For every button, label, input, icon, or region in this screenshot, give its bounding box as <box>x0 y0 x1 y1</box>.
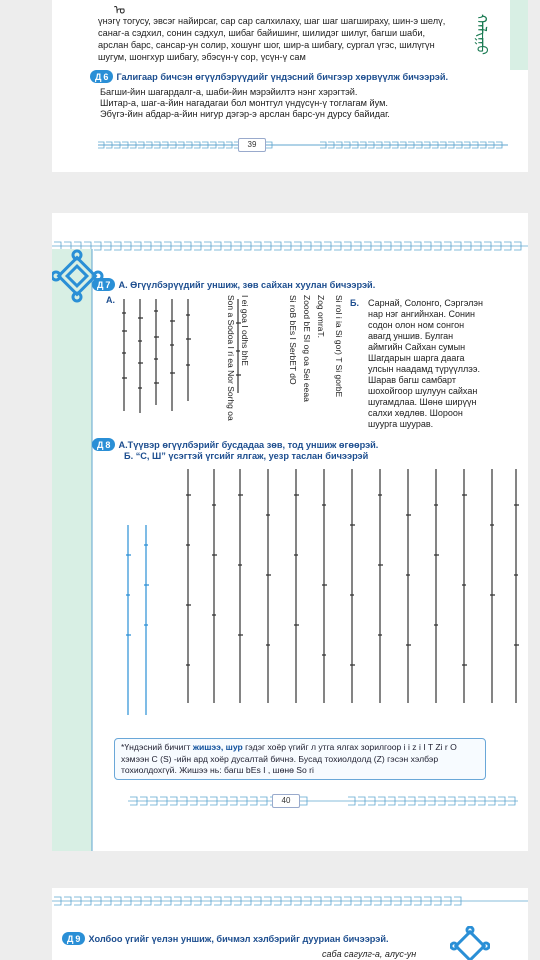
label-a: А. <box>106 295 115 305</box>
latin-col: Zoood bE SI og oa Sei eeaa <box>302 295 312 402</box>
top-border-ornament <box>52 241 528 251</box>
b-line: содон олон ном сонгон <box>368 320 465 330</box>
latin-col: Si rol i ia Si gor) T Si gorbE <box>334 295 344 398</box>
task-line: Шитар-а, шаг-а-йин нагадагаи бол монтгул үндүсүн-ү тоглагам йум. <box>100 98 388 108</box>
text-line: шугум, шонгхур шибагу, эбэсүн-ү сор, үсүн-ү сам <box>98 52 306 62</box>
task-title: Холбоо үгийг үелэн уншиж, бичмэл хэлбэрийг дууриан бичээрэй. <box>88 933 389 944</box>
b-line: салхи хөдлөв. Шороон <box>368 408 463 418</box>
task-8-header <box>92 438 378 451</box>
page-number: 40 <box>272 794 300 808</box>
task-subtitle: Б. “С, Ш” үсэгтэй үгсийг ялгаж, уезр таслан бичээрэй <box>124 451 369 461</box>
note-bold: жишээ, шур <box>192 742 243 752</box>
b-line: Шарав багш самбарт <box>368 375 456 385</box>
endless-knot-icon <box>450 926 490 960</box>
b-line: авагд уншив. Булган <box>368 331 454 341</box>
mongolian-script-exercise <box>118 465 528 725</box>
task-title: А. Өгүүлбэрүүдийг уншиж, зөв сайхан хуулан бичээрэй. <box>118 279 376 290</box>
note-text: *Үндэсний бичигт <box>121 742 193 752</box>
text-line: үнэгү тогусу, эвсэг найирсаг, сар сар салхилаху, шаг шаг шагшираху, шин-э шелү, <box>98 16 446 26</box>
b-line: шохойгоор шулуун сайхан <box>368 386 478 396</box>
task-line: Эбүгэ-йин абдар-а-йин нигур дэгэр-э арслан барс-ун дурсу байидаг. <box>100 109 390 119</box>
mongolian-glyph: ᠣ <box>114 3 126 17</box>
page-number: 39 <box>238 138 266 152</box>
latin-col: Si roB bEs I SerbET dO <box>288 295 298 385</box>
task-9-header <box>62 932 389 945</box>
task-line: Багши-йин шагардалг-а, шаби-йин мэрэйилтэ нэнг хэрэгтэй. <box>100 87 358 97</box>
endless-knot-icon <box>52 249 104 303</box>
side-ornament-panel <box>52 249 98 851</box>
b-line: улсын наадамд түрүүллээ. <box>368 364 480 374</box>
task-badge: Д 8 <box>92 438 115 451</box>
task-6-header <box>90 70 448 83</box>
label-b: Б. <box>350 298 359 308</box>
page-41 <box>52 888 528 960</box>
text-line: арслан барс, сансар-ун солир, хошунг шог, шир-а шибагу, сургал үгэс, шилүгүн <box>98 40 435 50</box>
text-line: санаг-а сэдхил, сонин сэдхул, шибаг байишинг, шилидэг шилуг, багши шаби, <box>98 28 426 38</box>
b-line: шугамдлаа. Шөнө ширүүн <box>368 397 477 407</box>
top-border-ornament <box>52 896 528 906</box>
latin-col: I ei goa I odhs bhE <box>240 295 250 366</box>
side-script: ᠬᠠᠯᠢᠭᠤ <box>474 14 490 55</box>
bottom-border-ornament <box>128 796 518 806</box>
b-line: нар нэг ангийнхан. Сонин <box>368 309 475 319</box>
task-badge: Д 7 <box>92 278 115 291</box>
task-title: А.Түүвэр өгүүлбэрийг бусдадаа зөв, тод уншиж өгөөрэй. <box>118 439 379 450</box>
note-text: тохиолдохгүй. Жишээ нь: багш bEs I , шөнө So ri <box>121 765 314 775</box>
task-title: Галигаар бичсэн өгүүлбэрүүдийг үндэсний бичгээр хөрвүүлж бичээрэй. <box>116 71 449 82</box>
page-39 <box>52 0 528 172</box>
latin-col: Zog omraT. <box>316 295 326 338</box>
note-text: хэмээн С (S) -ийн ард хоёр дусалтай бичнэ. Бусад тохиолдолд (Z) гэсэн хэлбэр <box>121 753 439 764</box>
note-text: гэдэг хоёр үгийг л утга ялгах зорилгоор i i z i I T Zi r O <box>242 742 457 752</box>
task-badge: Д 9 <box>62 932 85 945</box>
page-border-ornament <box>98 140 508 150</box>
b-line: Шагдарын шарга даага <box>368 353 465 363</box>
b-line: аймгийн Сайхан сумын <box>368 342 466 352</box>
task-badge: Д 6 <box>90 70 113 83</box>
task-7-header <box>92 278 375 291</box>
note-box <box>114 738 486 780</box>
page-40 <box>52 213 528 851</box>
side-decoration <box>510 0 528 70</box>
bottom-text: саба сагулг-а, алус-ун <box>322 949 417 959</box>
latin-col: Son a Sodoa I ri ea Nor Sorhg oa <box>226 295 236 421</box>
b-line: Сарнай, Солонго, Сэргэлэн <box>368 298 483 308</box>
b-line: шуурга шуурав. <box>368 419 434 429</box>
